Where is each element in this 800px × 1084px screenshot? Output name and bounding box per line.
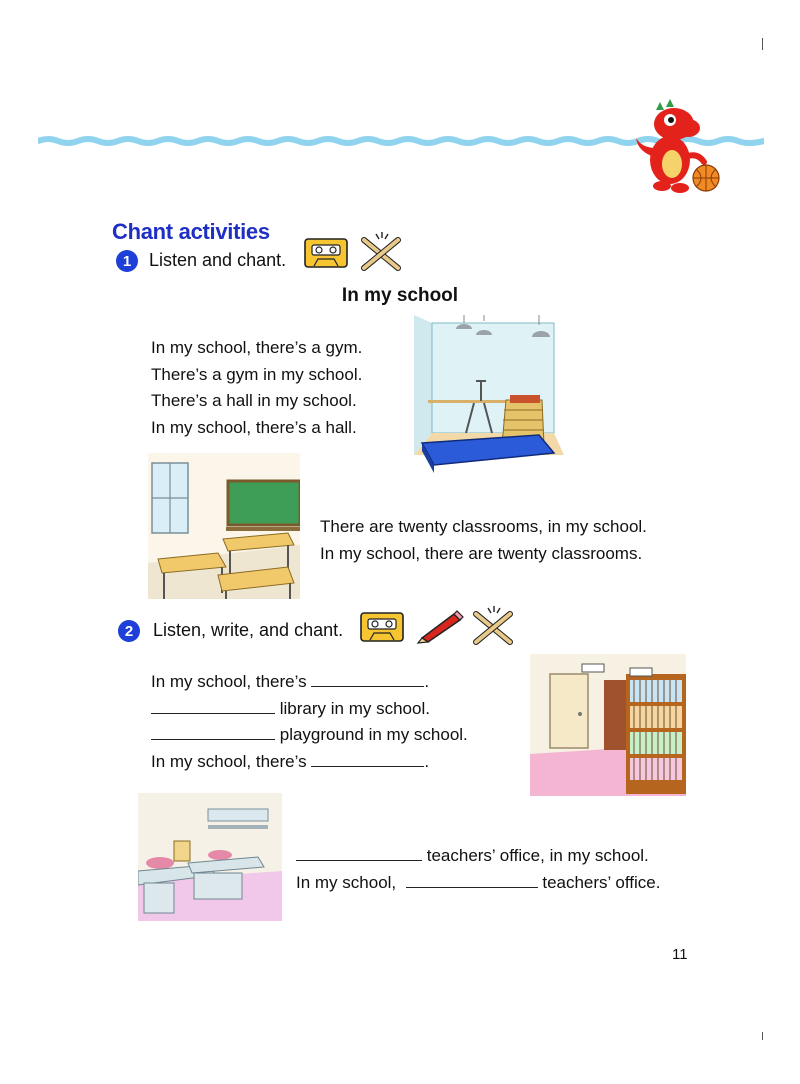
activity-2-instruction: Listen, write, and chant. [153, 620, 344, 640]
answer-blank[interactable] [151, 699, 275, 714]
fill-in-line-1 [151, 669, 468, 696]
chant-sticks-icon [470, 606, 518, 646]
line-text: teachers’ office, in my school. [426, 846, 649, 865]
fill-in-verse [151, 669, 468, 775]
line-text: In my school, [296, 872, 397, 892]
verse-line: In my school, there are twenty classrooms. [320, 543, 643, 563]
section-title: Chant activities [112, 219, 270, 244]
teachers-office-illustration [138, 793, 282, 921]
line-text: In my school, there’s [151, 672, 307, 691]
answer-blank[interactable] [406, 873, 538, 888]
cassette-icon [304, 238, 348, 268]
pencil-icon [416, 608, 464, 644]
line-text: playground in my school. [279, 725, 468, 744]
verse-line: There’s a gym in my school. [151, 364, 363, 384]
cassette-icon [360, 612, 404, 642]
fill-in-line-2 [151, 696, 468, 723]
verse-line: There are twenty classrooms, in my school. [320, 517, 647, 536]
page-number: 11 [672, 946, 688, 963]
activity-number-badge-2: 2 [118, 620, 140, 642]
fill-in-verse-office [296, 843, 660, 896]
line-text: . [424, 672, 430, 691]
crop-mark-bottom [762, 1032, 763, 1040]
chant-title: In my school [341, 285, 459, 306]
activity-number-badge-1: 1 [116, 250, 138, 272]
fill-in-line-6 [296, 870, 660, 897]
chant-sticks-icon [358, 232, 406, 272]
library-illustration [530, 654, 686, 796]
fill-in-line-5 [296, 843, 660, 870]
fill-in-line-4 [151, 749, 468, 776]
verse-line: In my school, there’s a gym. [151, 338, 363, 357]
dragon-mascot-illustration [628, 98, 728, 198]
activity-1-instruction: Listen and chant. [149, 250, 287, 270]
crop-mark-top [762, 38, 763, 50]
answer-blank[interactable] [151, 725, 275, 740]
verse-line: In my school, there’s a hall. [151, 417, 357, 437]
classroom-illustration [148, 453, 300, 599]
fill-in-line-3 [151, 722, 468, 749]
line-text: In my school, there’s [151, 751, 307, 771]
line-text: . [424, 751, 430, 771]
answer-blank[interactable] [311, 752, 424, 767]
line-text: teachers’ office. [542, 872, 661, 892]
chant-verse-gym-hall [151, 335, 362, 441]
chant-verse-classrooms [320, 514, 647, 567]
verse-line: There’s a hall in my school. [151, 391, 357, 410]
answer-blank[interactable] [311, 672, 424, 687]
line-text: library in my school. [279, 698, 430, 718]
answer-blank[interactable] [296, 846, 422, 861]
gym-illustration [414, 315, 564, 473]
